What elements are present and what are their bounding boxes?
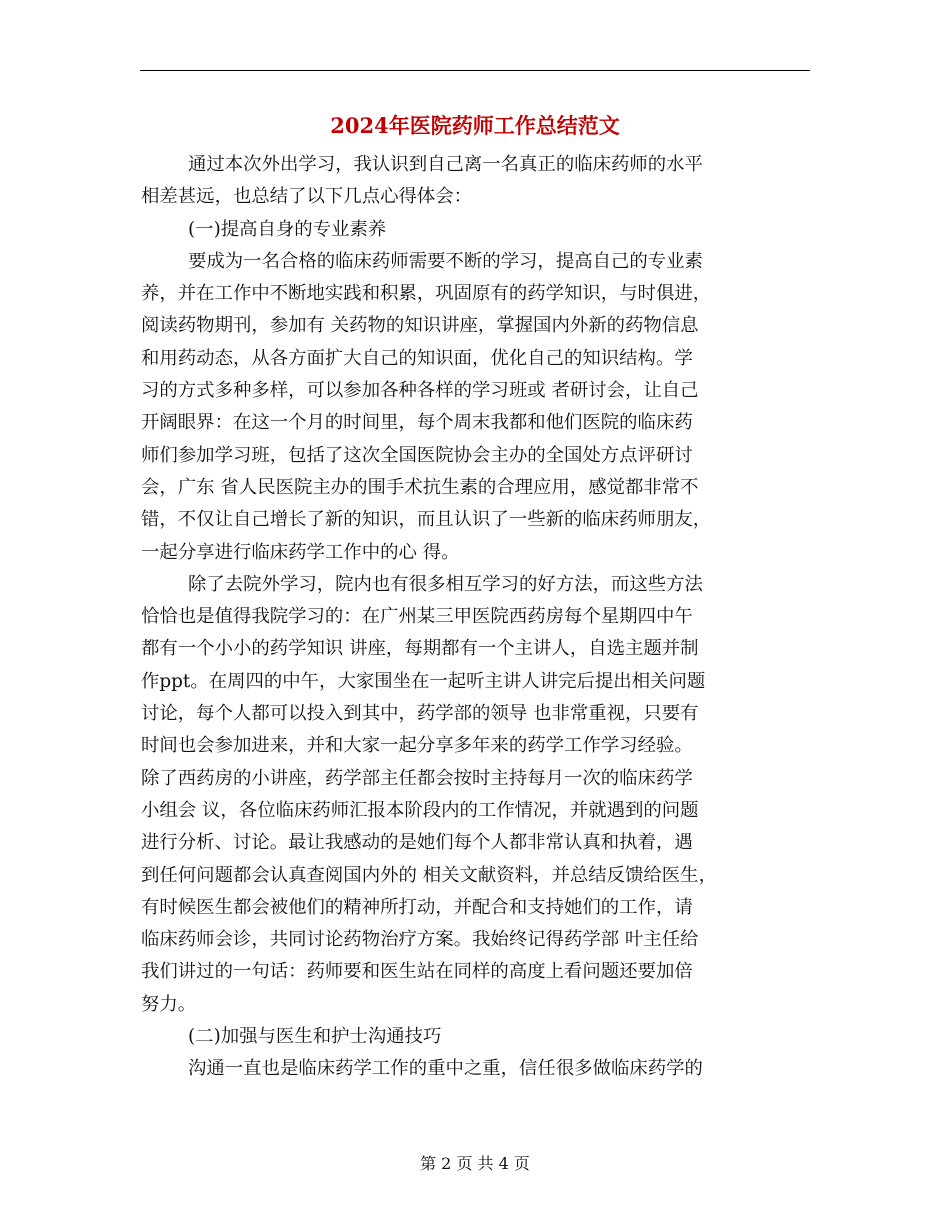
paragraph-line: 进行分析、讨论。最让我感动的是她们每个人都非常认真和执着，遇 bbox=[141, 832, 693, 854]
paragraph-line: 养，并在工作中不断地实践和积累，巩固原有的药学知识，与时俱进， bbox=[141, 283, 712, 305]
document-title: 2024年医院药师工作总结范文 bbox=[330, 113, 620, 138]
paragraph-line: 临床药师会诊，共同讨论药物治疗方案。我始终记得药学部 叶主任给 bbox=[141, 929, 699, 951]
paragraph-line: 错，不仅让自己增长了新的知识，而且认识了一些新的临床药师朋友， bbox=[141, 509, 712, 531]
paragraph-line: 恰恰也是值得我院学习的：在广州某三甲医院西药房每个星期四中午 bbox=[141, 606, 693, 628]
section-heading: (一)提高自身的专业素养 bbox=[188, 218, 387, 240]
paragraph-line: 作ppt。在周四的中午，大家围坐在一起听主讲人讲完后提出相关问题 bbox=[141, 670, 706, 692]
paragraph-line: 沟通一直也是临床药学工作的重中之重，信任很多做临床药学的 bbox=[188, 1058, 703, 1080]
paragraph-line: 讨论，每个人都可以投入到其中，药学部的领导 也非常重视，只要有 bbox=[141, 703, 699, 725]
paragraph-line: 师们参加学习班，包括了这次全国医院协会主办的全国处方点评研讨 bbox=[141, 444, 693, 466]
paragraph-line: 除了西药房的小讲座，药学部主任都会按时主持每月一次的临床药学 bbox=[141, 767, 693, 789]
paragraph-line: 除了去院外学习，院内也有很多相互学习的好方法，而这些方法 bbox=[188, 573, 703, 595]
paragraph-line: 时间也会参加进来，并和大家一起分享多年来的药学工作学习经验。 bbox=[141, 735, 693, 757]
section-heading: (二)加强与医生和护士沟通技巧 bbox=[188, 1026, 442, 1048]
page-number: 第 2 页 共 4 页 bbox=[420, 1154, 530, 1173]
paragraph-line: 习的方式多种多样，可以参加各种各样的学习班或 者研讨会，让自己 bbox=[141, 380, 699, 402]
paragraph-line: 到任何问题都会认真查阅国内外的 相关文献资料，并总结反馈给医生， bbox=[141, 864, 717, 886]
paragraph-line: 都有一个小小的药学知识 讲座，每期都有一个主讲人，自选主题并制 bbox=[141, 638, 699, 660]
paragraph-line: 努力。 bbox=[141, 993, 197, 1015]
paragraph-line: 小组会 议，各位临床药师汇报本阶段内的工作情况，并就遇到的问题 bbox=[141, 799, 699, 821]
paragraph-line: 有时候医生都会被他们的精神所打动，并配合和支持她们的工作，请 bbox=[141, 896, 693, 918]
paragraph-line: 开阔眼界：在这一个月的时间里，每个周末我都和他们医院的临床药 bbox=[141, 412, 693, 434]
paragraph-line: 和用药动态，从各方面扩大自己的知识面，优化自己的知识结构。学 bbox=[141, 347, 693, 369]
document-body bbox=[141, 149, 813, 1086]
header-rule bbox=[140, 70, 810, 71]
paragraph-line: 相差甚远，也总结了以下几点心得体会： bbox=[141, 186, 473, 208]
paragraph-line: 我们讲过的一句话：药师要和医生站在同样的高度上看问题还要加倍 bbox=[141, 961, 693, 983]
paragraph-line: 通过本次外出学习，我认识到自己离一名真正的临床药师的水平 bbox=[188, 154, 703, 175]
paragraph-line: 一起分享进行临床药学工作中的心 得。 bbox=[141, 541, 460, 563]
paragraph-line: 阅读药物期刊，参加有 关药物的知识讲座，掌握国内外新的药物信息 bbox=[141, 315, 699, 337]
paragraph-line: 要成为一名合格的临床药师需要不断的学习，提高自己的专业素 bbox=[188, 250, 703, 272]
paragraph-line: 会，广东 省人民医院主办的围手术抗生素的合理应用，感觉都非常不 bbox=[141, 476, 699, 498]
